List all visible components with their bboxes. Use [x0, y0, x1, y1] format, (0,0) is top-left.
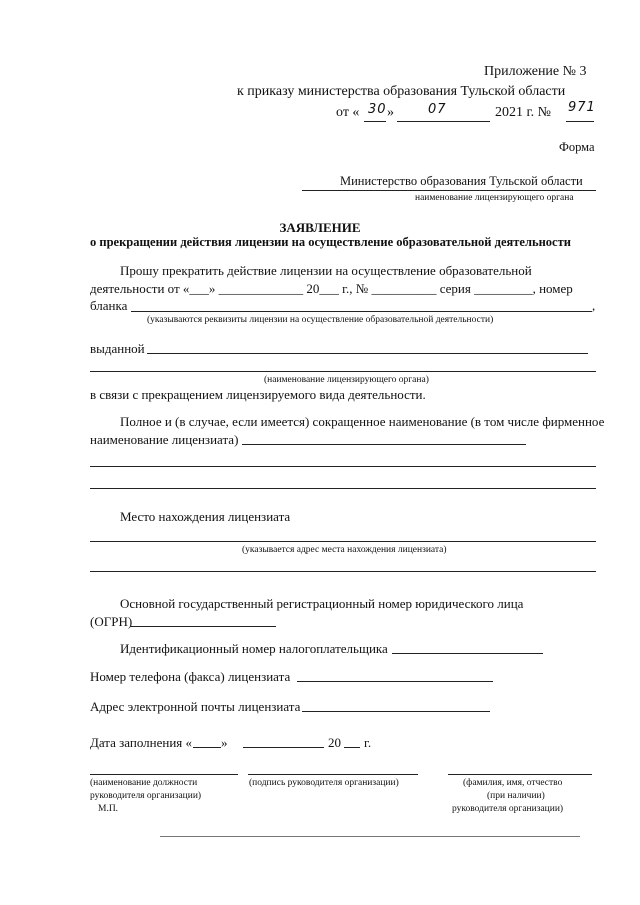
order-day-line — [364, 121, 386, 122]
order-date-year: 2021 г. № — [495, 105, 552, 120]
location-field[interactable] — [90, 541, 596, 542]
licensee-name-field-3[interactable] — [90, 488, 596, 489]
phone-field[interactable] — [297, 681, 493, 682]
position-caption-1: (наименование должности — [90, 778, 198, 788]
issued-field[interactable] — [147, 353, 588, 354]
order-number: 971 — [568, 100, 596, 115]
fill-date-month-field[interactable] — [243, 747, 324, 748]
licensee-name-label: наименование лицензиата) — [90, 432, 239, 447]
order-reference: к приказу министерства образования Тульской области — [237, 84, 566, 99]
license-details-caption: (указываются реквизиты лицензии на осуществление образовательной деятельности) — [147, 315, 494, 325]
ogrn-label: (ОГРН) — [90, 614, 133, 629]
order-number-line — [566, 121, 594, 122]
fill-date-year-suffix: г. — [364, 735, 372, 750]
fill-date-century: 20 — [328, 735, 341, 750]
fill-date-quote: » — [221, 735, 228, 750]
order-date-mid: » — [387, 105, 394, 120]
order-month-line — [397, 121, 490, 122]
fill-date-label: Дата заполнения « — [90, 735, 193, 750]
licensee-name-field-2[interactable] — [90, 466, 596, 467]
position-caption-2: руководителя организации) — [90, 791, 202, 801]
issued-label: выданной — [90, 341, 145, 356]
location-field-2[interactable] — [90, 571, 596, 572]
fill-date-day-field[interactable] — [193, 747, 221, 748]
fio-caption-2: (при наличии) — [487, 791, 545, 801]
recipient-line — [302, 190, 596, 191]
location-caption: (указывается адрес места нахождения лицензиата) — [242, 545, 447, 555]
phone-label: Номер телефона (факса) лицензиата — [90, 669, 291, 684]
ogrn-field[interactable] — [130, 626, 276, 627]
issued-field-line2[interactable] — [90, 371, 596, 372]
position-field[interactable] — [90, 774, 238, 775]
signature-caption: (подпись руководителя организации) — [249, 778, 399, 788]
fio-caption-1: (фамилия, имя, отчество — [463, 778, 563, 788]
license-blank-comma: , — [592, 298, 596, 313]
fio-field[interactable] — [448, 774, 592, 775]
inn-label: Идентификационный номер налогоплательщика — [120, 641, 388, 656]
license-blank-label: бланка — [90, 298, 128, 313]
license-blank-field[interactable] — [131, 311, 592, 312]
license-text-line1: Прошу прекратить действие лицензии на осуществление образовательной — [120, 263, 532, 278]
recipient-name: Министерство образования Тульской области — [340, 174, 583, 188]
email-label: Адрес электронной почты лицензиата — [90, 699, 301, 714]
appendix-number: Приложение № 3 — [484, 64, 587, 79]
bottom-divider — [160, 836, 580, 837]
fill-date-year-field[interactable] — [344, 747, 360, 748]
order-date-month: 07 — [428, 102, 447, 117]
licensee-name-field[interactable] — [242, 444, 526, 445]
signature-field[interactable] — [248, 774, 418, 775]
stamp-label: М.П. — [98, 804, 119, 814]
form-label: Форма — [559, 140, 595, 154]
document-subtitle: о прекращении действия лицензии на осуществление образовательной деятельности — [90, 235, 571, 249]
order-date-prefix: от « — [336, 105, 360, 120]
inn-field[interactable] — [392, 653, 543, 654]
order-date-day: 30 — [368, 102, 387, 117]
fio-caption-3: руководителя организации) — [452, 804, 564, 814]
reason-text: в связи с прекращением лицензируемого вида деятельности. — [90, 387, 426, 402]
recipient-caption: наименование лицензирующего органа — [415, 193, 574, 203]
ogrn-label-line1: Основной государственный регистрационный номер юридического лица — [120, 596, 524, 611]
license-text-line2: деятельности от «___» _____________ 20___ г., № __________ серия _________, номер — [90, 281, 573, 296]
email-field[interactable] — [302, 711, 490, 712]
location-label: Место нахождения лицензиата — [120, 509, 291, 524]
licensee-name-line1: Полное и (в случае, если имеется) сокращенное наименование (в том числе фирменное — [120, 414, 605, 429]
issued-caption: (наименование лицензирующего органа) — [264, 375, 429, 385]
document-title: ЗАЯВЛЕНИЕ — [279, 220, 361, 235]
